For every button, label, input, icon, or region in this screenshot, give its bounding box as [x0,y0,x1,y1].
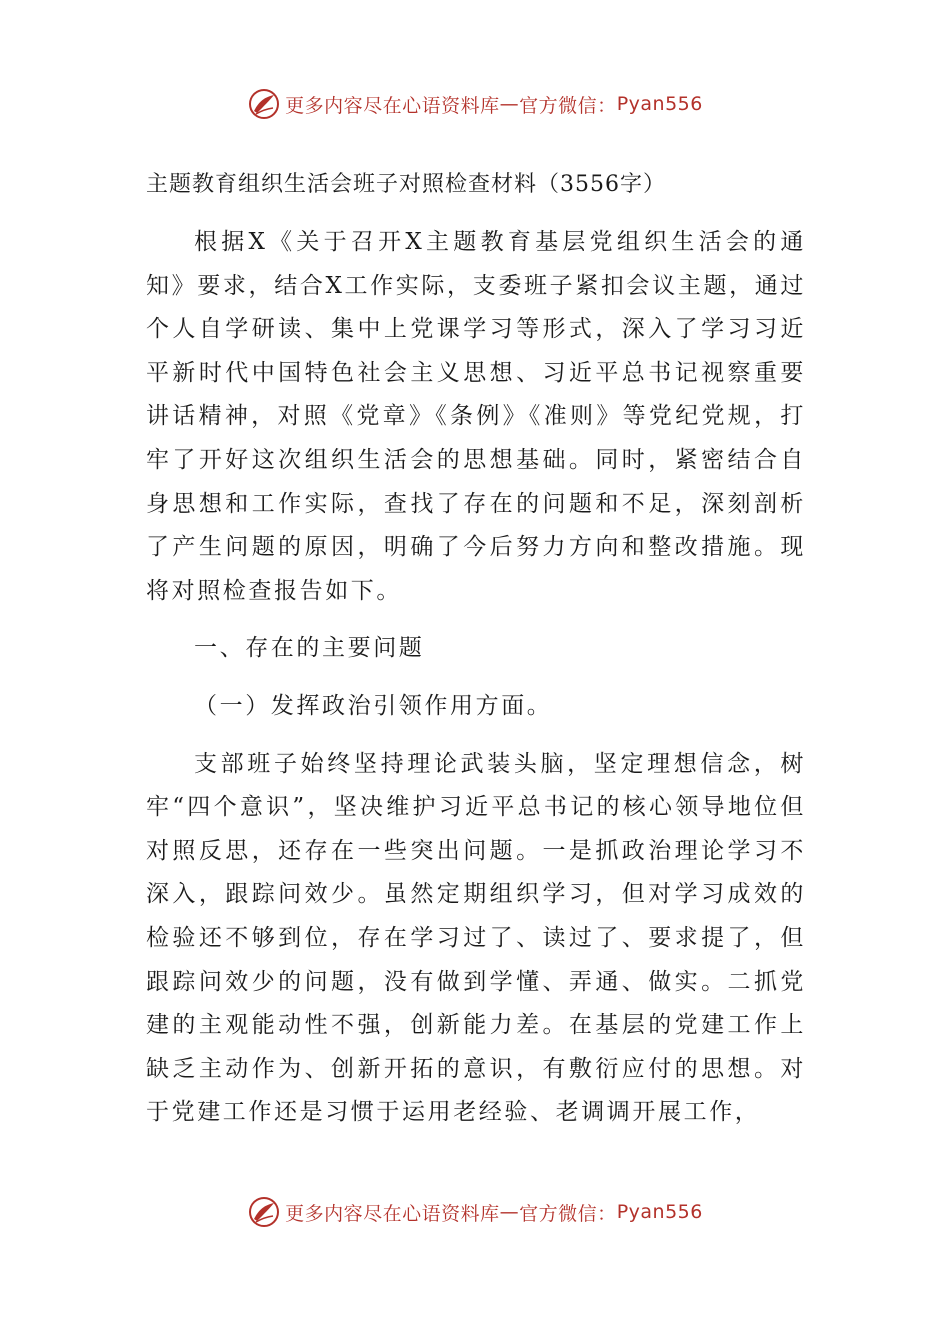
watermark-separator: — [499,93,520,115]
watermark-account: Pyan556 [616,1201,703,1223]
watermark-separator: — [499,1201,520,1223]
document-title: 主题教育组织生活会班子对照检查材料（3556字） [146,172,666,197]
watermark-text: 更多内容尽在心语资料库 [285,94,500,117]
watermark-text: 更多内容尽在心语资料库 [285,1202,500,1225]
signature-pen-logo-icon [247,87,281,121]
intro-paragraph: 根据X《关于召开X主题教育基层党组织生活会的通知》要求，结合X工作实际，支委班子紧扣会议主题，通过个人自学研读、集中上党课学习等形式，深入了学习习近平新时代中国特色社会主义思想、习近平总书记视察重要讲话精神，对照《党章》《条例》《准则》等党纪党规，打牢了开好这次组织生活会的思想基础。同时，紧密结合自身思想和工作实际，查找了存在的问题和不足，深刻剖析了产生问题的原因，明确了今后努力方向和整改措施。现将对照检查报告如下。 [146,229,806,604]
watermark-banner-top [0,84,950,124]
signature-pen-logo-icon [247,1195,281,1229]
watermark-label: 官方微信： [519,94,617,117]
subsection-heading: （一）发挥政治引领作用方面。 [194,692,553,719]
body-paragraph: 支部班子始终坚持理论武装头脑，坚定理想信念，树牢“四个意识”，坚决维护习近平总书记的核心领导地位但对照反思，还存在一些突出问题。一是抓政治理论学习不深入，跟踪问效少。虽然定期组织学习，但对学习成效的检验还不够到位，存在学习过了、读过了、要求提了，但跟踪问效少的问题，没有做到学懂、弄通、做实。二抓党建的主观能动性不强，创新能力差。在基层的党建工作上缺乏主动作为、创新开拓的意识，有敷衍应付的思想。对于党建工作还是习惯于运用老经验、老调调开展工作， [146,750,806,1126]
watermark-account: Pyan556 [616,93,703,115]
watermark-label: 官方微信： [519,1202,617,1225]
section-heading: 一、存在的主要问题 [194,635,425,662]
document-body [146,163,806,1135]
watermark-banner-bottom [0,1192,950,1232]
